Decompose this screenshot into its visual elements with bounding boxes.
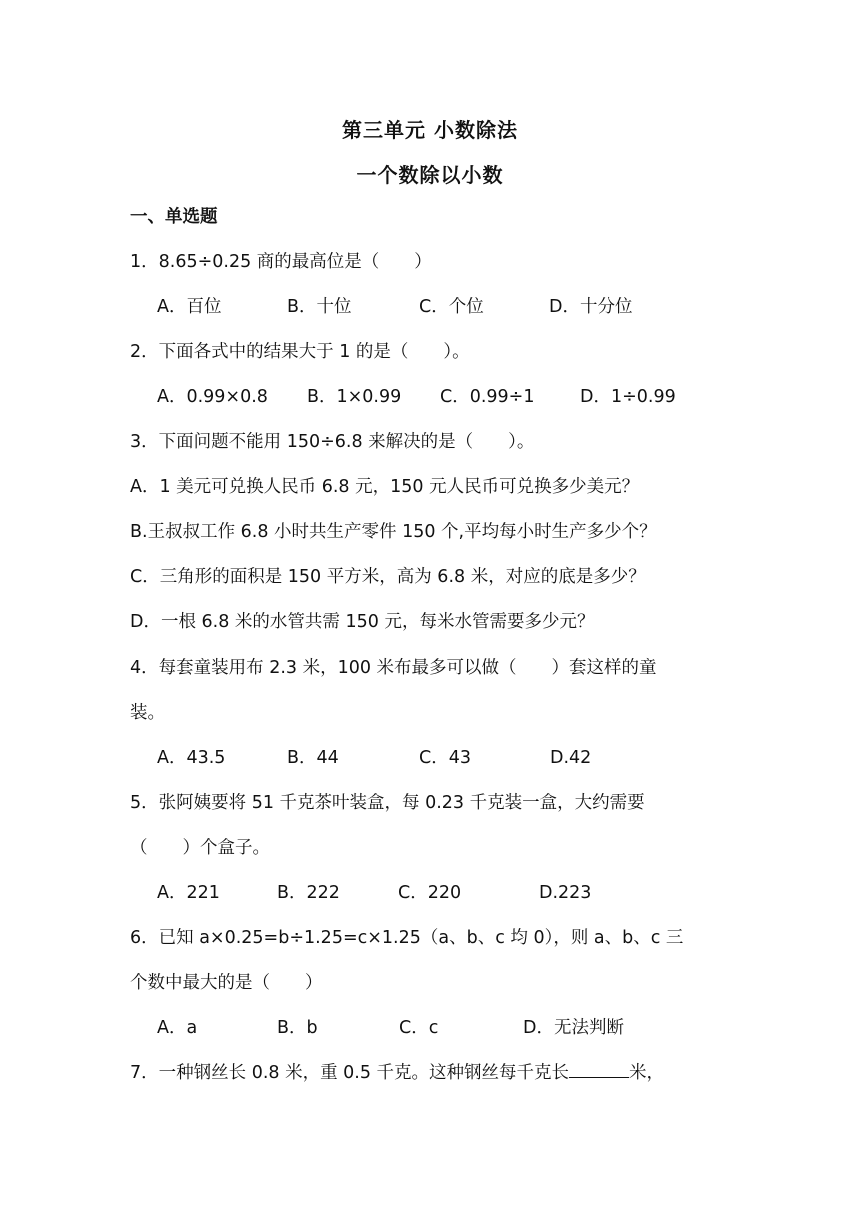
option-b: B．b [277, 1018, 318, 1038]
option-c: C．个位 [419, 297, 484, 317]
option-c: C．220 [398, 883, 462, 903]
option-a: A．0.99×0.8 [157, 387, 268, 407]
option-b: B．222 [277, 883, 340, 903]
question-3-stem: 3．下面问题不能用 150÷6.8 来解决的是（ ）。 [130, 432, 535, 452]
question-6-stem-line-2: 个数中最大的是（ ） [130, 973, 323, 993]
question-5-stem-line-2: （ ）个盒子。 [130, 838, 270, 858]
option-c: C．43 [419, 748, 471, 768]
answer-blank[interactable] [569, 1061, 629, 1078]
option-a: A．43.5 [157, 748, 226, 768]
option-d: D．十分位 [549, 297, 633, 317]
question-4-stem-line-2: 装。 [130, 703, 165, 723]
option-c: C．c [399, 1018, 439, 1038]
question-2-stem: 2．下面各式中的结果大于 1 的是（ ）。 [130, 342, 470, 362]
option-a: A．221 [157, 883, 220, 903]
option-b: B．44 [287, 748, 339, 768]
question-7-text-after: 米， [629, 1063, 665, 1083]
option-c: C．0.99÷1 [440, 387, 535, 407]
question-1-stem: 1．8.65÷0.25 商的最高位是（ ） [130, 252, 432, 272]
question-4-stem-line-1: 4．每套童装用布 2.3 米，100 米布最多可以做（ ）套这样的童 [130, 658, 657, 678]
option-a: A．百位 [157, 297, 222, 317]
option-d: D.42 [550, 748, 592, 768]
question-6-stem-line-1: 6．已知 a×0.25=b÷1.25=c×1.25（a、b、c 均 0），则 a、b、c 三 [130, 928, 684, 948]
option-b: B．1×0.99 [307, 387, 402, 407]
question-3-option-b: B.王叔叔工作 6.8 小时共生产零件 150 个,平均每小时生产多少个？ [130, 522, 657, 542]
question-3-option-d: D．一根 6.8 米的水管共需 150 元，每米水管需要多少元？ [130, 612, 595, 632]
option-d: D.223 [539, 883, 592, 903]
section-heading: 一、单选题 [130, 207, 218, 227]
option-a: A．a [157, 1018, 198, 1038]
question-7-stem [130, 1061, 730, 1085]
document-title: 第三单元 小数除法 [342, 118, 518, 142]
question-5-stem-line-1: 5．张阿姨要将 51 千克茶叶装盒，每 0.23 千克装一盒，大约需要 [130, 793, 645, 813]
option-d: D．1÷0.99 [580, 387, 676, 407]
option-d: D．无法判断 [523, 1018, 624, 1038]
question-3-option-a: A．1 美元可兑换人民币 6.8 元，150 元人民币可兑换多少美元？ [130, 477, 640, 497]
question-7-text-before: 7．一种钢丝长 0.8 米，重 0.5 千克。这种钢丝每千克长 [130, 1063, 570, 1083]
question-3-option-c: C．三角形的面积是 150 平方米，高为 6.8 米，对应的底是多少？ [130, 567, 646, 587]
option-b: B．十位 [287, 297, 352, 317]
document-subtitle: 一个数除以小数 [356, 163, 504, 187]
